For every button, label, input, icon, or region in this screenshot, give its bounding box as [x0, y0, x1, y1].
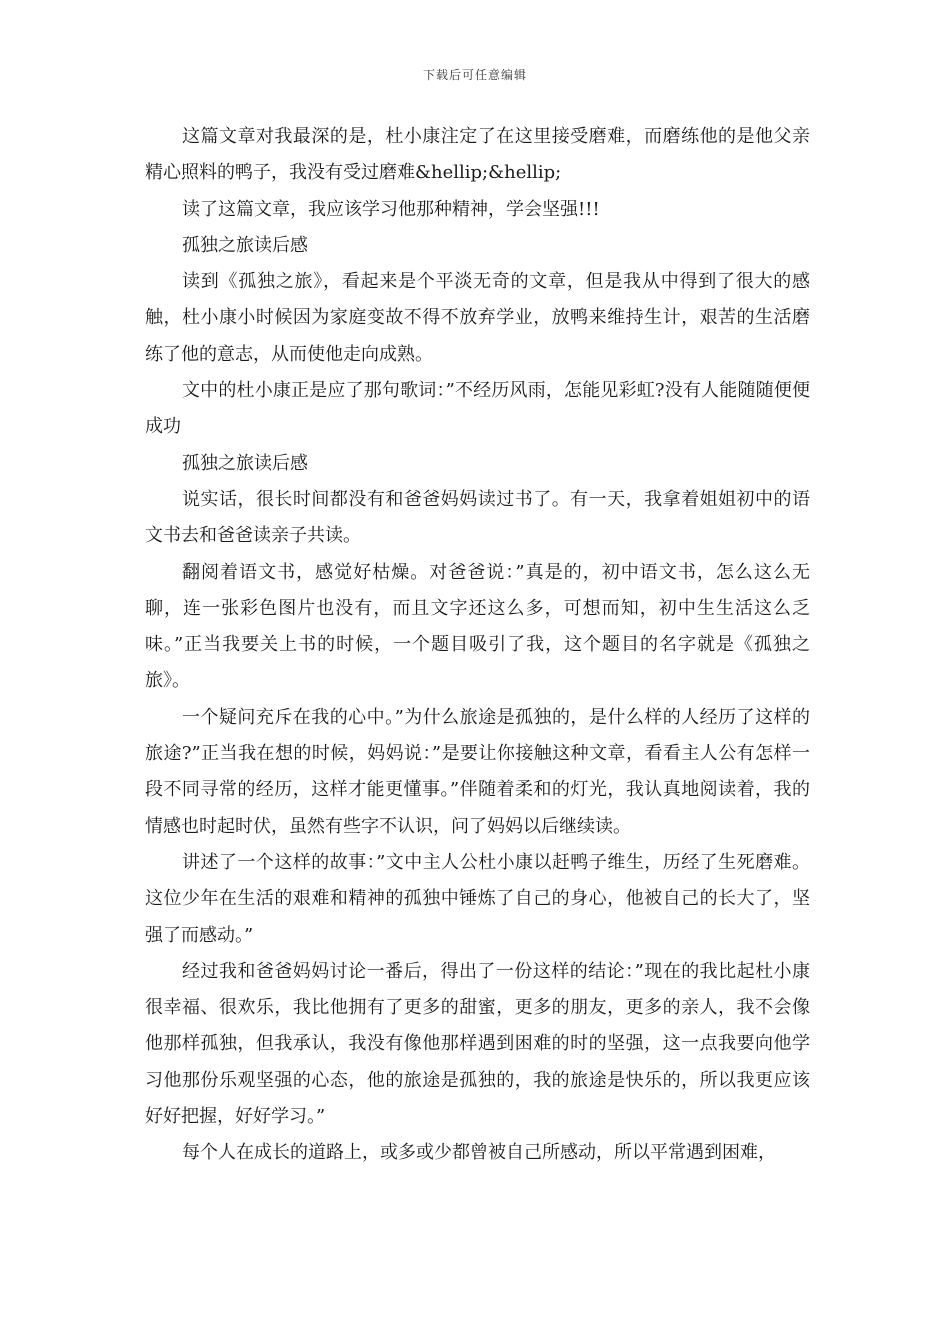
section-title: 孤独之旅读后感: [182, 452, 308, 474]
paragraph: 经过我和爸爸妈妈讨论一番后，得出了一份这样的结论：”现在的我比起杜小康很幸福、很欢乐，我比他拥有了更多的甜蜜，更多的朋友，更多的亲人，我不会像他那样孤独，但我承认，我没有像他那样遇到困难的时的坚强，这一点我要向他学习他那份乐观坚强的心态，他的旅途是孤独的，我的旅途是快乐的，所以我更应该好好把握，好好学习。”: [145, 960, 810, 1128]
paragraph: 读到《孤独之旅》，看起来是个平淡无奇的文章，但是我从中得到了很大的感触，杜小康小时候因为家庭变故不得不放弃学业，放鸭来维持生计，艰苦的生活磨练了他的意志，从而使他走向成熟。: [145, 271, 810, 365]
paragraph: 讲述了一个这样的故事：”文中主人公杜小康以赶鸭子维生，历经了生死磨难。这位少年在生活的艰难和精神的孤独中锤炼了自己的身心，他被自己的长大了，坚强了而感动。”: [145, 851, 810, 946]
paragraph: 翻阅着语文书，感觉好枯燥。对爸爸说：”真是的，初中语文书，怎么这么无聊，连一张彩色图片也没有，而且文字还这么多，可想而知，初中生生活这么乏味。”正当我要关上书的时候，一个题目吸引了我，这个题目的名字就是《孤独之旅》。: [145, 561, 810, 692]
page-header: 下载后可任意编辑: [422, 68, 527, 82]
paragraph: 每个人在成长的道路上，或多或少都曾被自己所感动，所以平常遇到困难，: [182, 1142, 776, 1164]
paragraph: 这篇文章对我最深的是，杜小康注定了在这里接受磨难，而磨练他的是他父亲精心照料的鸭子，我没有受过磨难&hellip;&hellip;: [145, 126, 810, 184]
paragraph: 文中的杜小康正是应了那句歌词：”不经历风雨，怎能见彩虹?没有人能随随便便成功: [145, 380, 810, 438]
paragraph: 读了这篇文章，我应该学习他那种精神，学会坚强!!!: [182, 198, 600, 220]
document-body: [145, 119, 810, 1172]
paragraph: 说实话，很长时间都没有和爸爸妈妈读过书了。有一天，我拿着姐姐初中的语文书去和爸爸读亲子共读。: [145, 488, 810, 547]
section-title: 孤独之旅读后感: [182, 234, 308, 256]
paragraph: 一个疑问充斥在我的心中。”为什么旅途是孤独的，是什么样的人经历了这样的旅途?”正当我在想的时候，妈妈说：”是要让你接触这种文章，看看主人公有怎样一段不同寻常的经历，这样才能更懂事。”伴随着柔和的灯光，我认真地阅读着，我的情感也时起时伏，虽然有些字不认识，问了妈妈以后继续读。: [145, 706, 810, 837]
